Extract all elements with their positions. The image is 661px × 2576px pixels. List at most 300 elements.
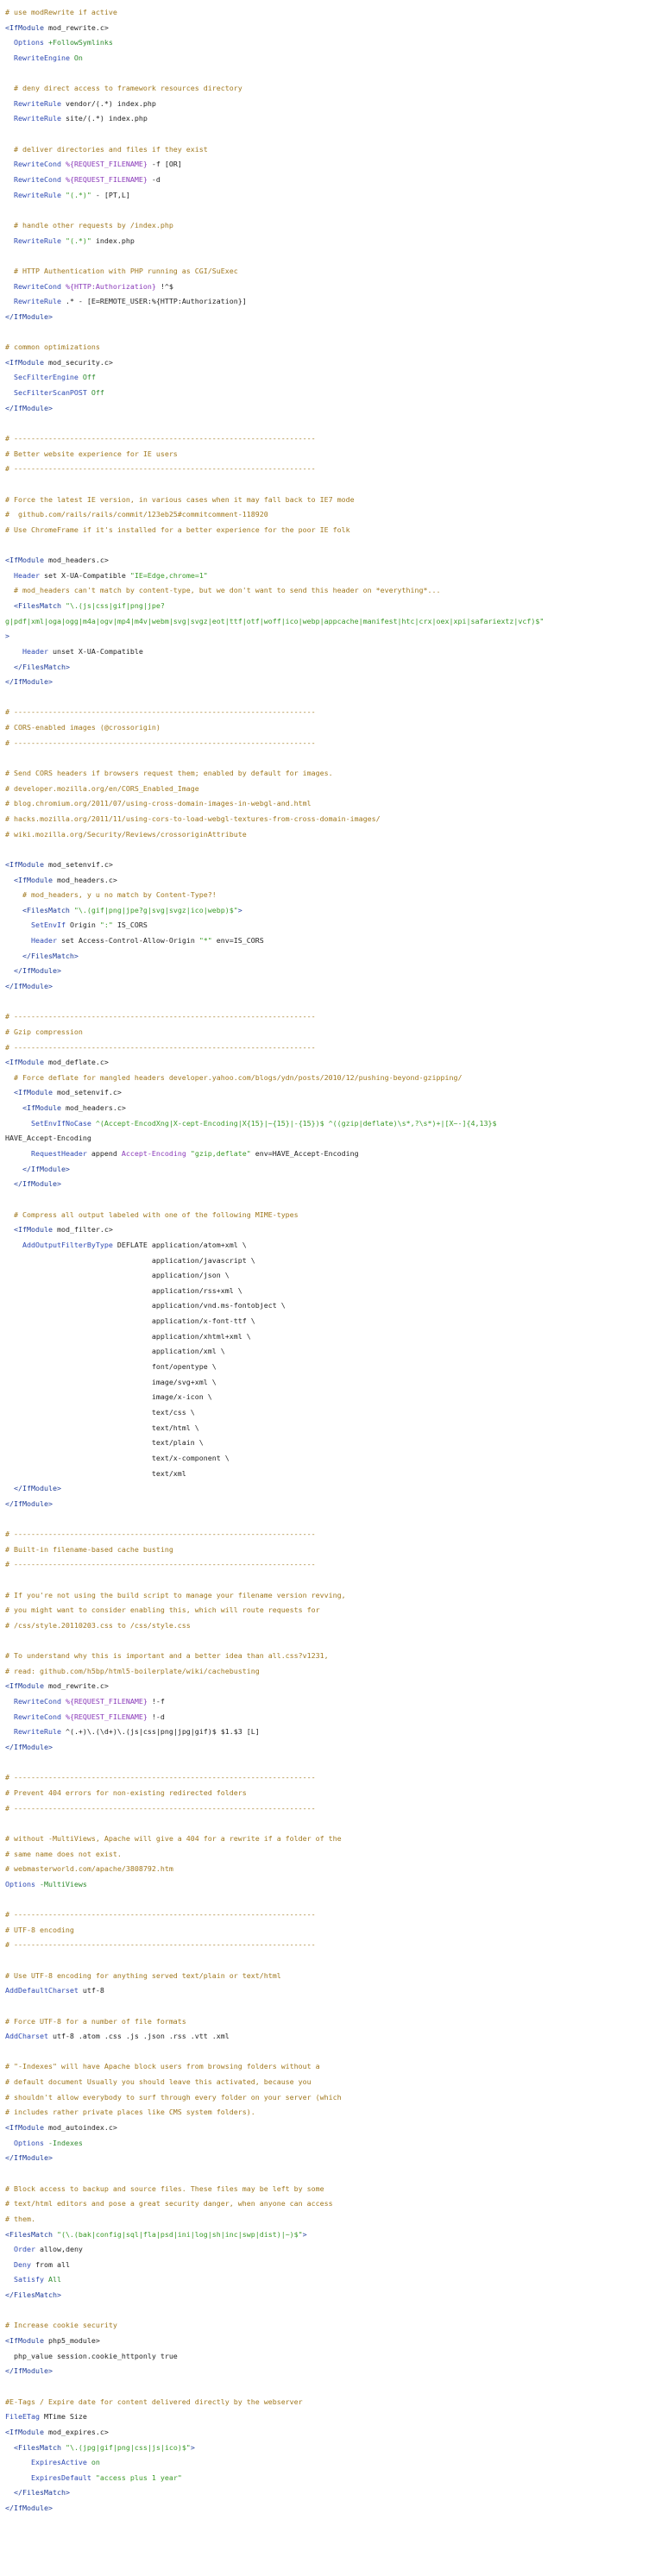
code-token-plain (5, 601, 14, 610)
code-line (5, 401, 661, 417)
code-line (5, 127, 661, 142)
code-token-plain (5, 2458, 31, 2466)
code-token-plain: mod_filter.c> (52, 1225, 113, 1235)
code-line (5, 569, 661, 584)
code-line (5, 1983, 661, 1999)
code-token-tag: > (302, 2229, 307, 2239)
code-line (5, 493, 661, 508)
code-line (5, 2303, 661, 2319)
code-token-plain: application/rss+xml \ (5, 1285, 242, 1295)
code-line (5, 1055, 661, 1071)
code-line (5, 2395, 661, 2410)
code-token-plain: index.php (91, 236, 135, 245)
code-token-plain: append (86, 1149, 122, 1159)
code-token-tag: </IfModule> (5, 311, 53, 321)
code-line (5, 644, 661, 660)
code-line (5, 1421, 661, 1436)
code-token-tag: </FilesMatch> (5, 2290, 61, 2300)
code-token-keyword: Deny (14, 2259, 31, 2269)
code-token-tag: <IfModule (5, 2427, 44, 2436)
code-token-var: %{REQUEST_FILENAME} (60, 175, 148, 185)
code-token-plain: -d (147, 175, 161, 185)
code-token-comment: # handle other requests by /index.php (5, 220, 173, 229)
code-line (5, 1253, 661, 1269)
code-token-tag: <FilesMatch (14, 600, 61, 610)
code-line (5, 995, 661, 1010)
code-line (5, 1923, 661, 1938)
code-token-comment: # read: github.com/h5bp/html5-boilerplate/wiki/cachebusting (5, 1666, 260, 1675)
code-token-comment: # ---------------------------------------------------------------------- (5, 1910, 316, 1919)
code-token-plain: text/x-component \ (5, 1453, 230, 1462)
code-token-comment: # mod_headers can't match by content-type, but we don't want to send this header on *everything*... (5, 586, 441, 595)
code-token-plain: text/xml (5, 1468, 186, 1478)
code-token-comment: # ---------------------------------------------------------------------- (5, 464, 316, 474)
code-line (5, 599, 661, 614)
code-token-value: on (86, 2458, 100, 2467)
code-token-plain (5, 2443, 14, 2452)
code-token-string: "(\.(bak|config|sql|fla|psd|ini|log|sh|inc|swp|dist)|~)$" (52, 2229, 303, 2239)
code-token-comment: # Increase cookie security (5, 2321, 117, 2330)
code-token-plain: mod_rewrite.c> (43, 1681, 109, 1691)
code-line (5, 796, 661, 812)
code-line (5, 2410, 661, 2425)
code-line (5, 1694, 661, 1710)
code-token-comment: # without -MultiViews, Apache will give a 404 for a rewrite if a folder of the (5, 1833, 342, 1843)
code-token-plain: application/x-font-ttf \ (5, 1316, 255, 1326)
code-token-plain: php5_module> (43, 2336, 100, 2346)
code-token-plain (5, 1179, 14, 1188)
code-token-comment: # hacks.mozilla.org/2011/11/using-cors-to-load-webgl-textures-from-cross-domain-images/ (5, 814, 381, 823)
code-token-comment: # wiki.mozilla.org/Security/Reviews/crossoriginAttribute (5, 829, 247, 839)
code-line (5, 2196, 661, 2212)
code-token-plain: Origin (65, 920, 100, 930)
code-line (5, 1085, 661, 1101)
code-token-plain (5, 906, 22, 914)
code-line (5, 1542, 661, 1558)
code-token-plain: mod_setenvif.c> (43, 859, 113, 869)
code-token-tag: </IfModule> (5, 677, 53, 687)
code-token-tag: > (5, 631, 9, 641)
code-token-comment: # ---------------------------------------------------------------------- (5, 738, 316, 747)
code-line (5, 1101, 661, 1116)
code-token-string: "gzip,deflate" (186, 1149, 251, 1159)
code-token-plain: !^$ (155, 281, 173, 291)
code-token-plain (5, 1697, 14, 1706)
code-token-plain: font/opentype \ (5, 1362, 217, 1372)
code-token-comment: # ---------------------------------------------------------------------- (5, 1803, 316, 1813)
code-line (5, 1192, 661, 1208)
code-token-plain (5, 38, 14, 47)
code-token-plain (5, 663, 14, 671)
code-line (5, 873, 661, 889)
code-token-var: %{REQUEST_FILENAME} (60, 1697, 148, 1706)
code-line (5, 1451, 661, 1467)
code-token-keyword: Header (22, 646, 48, 656)
code-line (5, 888, 661, 903)
code-token-keyword: RewriteCond (14, 1697, 61, 1706)
code-line (5, 1892, 661, 1907)
code-line (5, 812, 661, 827)
code-line (5, 1877, 661, 1893)
code-token-comment: # Better website experience for IE users (5, 449, 178, 458)
code-token-plain (5, 1165, 22, 1173)
code-line (5, 294, 661, 310)
code-line (5, 2288, 661, 2303)
code-line (5, 1071, 661, 1086)
code-token-tag: <IfModule (14, 875, 53, 884)
code-token-comment: # Force the latest IE version, in various cases when it may fall back to IE7 mode (5, 494, 355, 504)
code-token-plain: image/svg+xml \ (5, 1377, 217, 1386)
code-token-tag: </IfModule> (5, 1743, 53, 1752)
code-line (5, 462, 661, 477)
code-token-plain: php_value session.cookie_httponly true (5, 2351, 178, 2360)
code-token-tag: </IfModule> (14, 1484, 61, 1493)
code-line (5, 2166, 661, 2182)
code-line (5, 2029, 661, 2045)
code-token-comment: # common optimizations (5, 342, 100, 352)
code-line (5, 2379, 661, 2395)
code-token-var: %{REQUEST_FILENAME} (60, 1712, 148, 1721)
code-line (5, 1284, 661, 1299)
code-token-plain: HAVE_Accept-Encoding (5, 1134, 91, 1143)
code-line (5, 310, 661, 325)
code-token-value: -Indexes (43, 2138, 83, 2147)
code-line (5, 2272, 661, 2288)
code-token-plain: site/(.*) index.php (60, 114, 148, 123)
code-line (5, 1770, 661, 1786)
code-token-plain: mod_setenvif.c> (52, 1088, 122, 1097)
code-line (5, 2090, 661, 2106)
code-token-plain (5, 236, 14, 245)
code-line (5, 2471, 661, 2486)
code-token-plain (5, 1484, 14, 1492)
code-token-plain (5, 2473, 31, 2482)
code-token-keyword: Header (30, 936, 57, 946)
code-token-plain (5, 2245, 14, 2253)
code-line (5, 1557, 661, 1573)
code-line (5, 1511, 661, 1527)
code-token-keyword: SecFilterScanPOST (14, 388, 87, 398)
code-token-plain: env=IS_CORS (211, 936, 264, 946)
code-line (5, 933, 661, 949)
code-token-plain (5, 297, 14, 305)
code-line (5, 2136, 661, 2152)
code-line (5, 51, 661, 66)
code-line (5, 1786, 661, 1801)
code-line (5, 1208, 661, 1223)
code-token-plain: MTime Size (39, 2412, 87, 2422)
code-token-plain (5, 1149, 31, 1158)
code-token-comment: # them. (5, 2214, 35, 2223)
code-token-string: "*" (198, 936, 212, 946)
code-token-comment: # webmasterworld.com/apache/3808792.htm (5, 1864, 173, 1874)
code-token-plain: IS_CORS (112, 920, 148, 930)
code-line (5, 1816, 661, 1831)
code-line (5, 903, 661, 919)
code-token-plain (5, 952, 22, 960)
code-line (5, 447, 661, 462)
code-token-plain: -f [OR] (147, 160, 182, 169)
code-token-string: "\.(gif|png|jpe?g|svg|svgz|ico|webp)$" (69, 905, 238, 914)
code-token-plain: mod_security.c> (43, 357, 113, 367)
code-token-tag: <IfModule (5, 556, 44, 565)
code-token-tag: <IfModule (5, 1058, 44, 1067)
code-token-comment: # text/html editors and pose a great security danger, when anyone can access (5, 2199, 333, 2208)
code-line (5, 1603, 661, 1618)
code-token-tag: </IfModule> (5, 403, 53, 412)
code-token-comment: # Block access to backup and source files. These files may be left by some (5, 2183, 324, 2193)
code-token-var: %{REQUEST_FILENAME} (60, 160, 148, 169)
code-token-plain: mod_autoindex.c> (43, 2123, 117, 2133)
code-line (5, 1831, 661, 1847)
code-token-plain: mod_headers.c> (60, 1103, 126, 1113)
code-token-tag: </IfModule> (5, 1498, 53, 1508)
code-token-comment: #E-Tags / Expire date for content delivered directly by the webserver (5, 2397, 303, 2406)
code-line (5, 2059, 661, 2075)
code-line (5, 2212, 661, 2227)
code-token-plain: utf-8 .atom .css .js .json .rss .vtt .xml (47, 2032, 230, 2041)
code-token-value: Off (86, 388, 104, 398)
code-line (5, 1999, 661, 2014)
code-token-var: %{HTTP:Authorization} (60, 281, 156, 291)
code-line (5, 1862, 661, 1877)
code-token-plain: .* - [E=REMOTE_USER:%{HTTP:Authorization}] (60, 297, 247, 306)
code-token-plain (5, 876, 14, 884)
code-token-keyword: Options (14, 2138, 44, 2147)
code-token-tag: </IfModule> (14, 966, 61, 976)
code-token-tag: <IfModule (14, 1088, 53, 1097)
code-line (5, 1664, 661, 1680)
code-token-comment: # UTF-8 encoding (5, 1925, 74, 1934)
code-line (5, 1481, 661, 1497)
code-token-plain (5, 1088, 14, 1096)
code-token-keyword: SetEnvIfNoCase (30, 1118, 91, 1128)
code-line (5, 1467, 661, 1482)
code-line (5, 1314, 661, 1329)
code-line (5, 1497, 661, 1512)
code-line (5, 523, 661, 538)
code-line (5, 629, 661, 644)
code-token-tag: <FilesMatch (14, 2442, 61, 2452)
code-line (5, 111, 661, 127)
code-line (5, 370, 661, 386)
code-token-plain (5, 2275, 14, 2284)
code-token-tag: <IfModule (5, 1681, 44, 1691)
code-token-keyword: RewriteRule (14, 1727, 61, 1737)
code-token-string: "\.(jpg|gif|png|css|js|ico)$" (60, 2442, 191, 2452)
code-line (5, 218, 661, 234)
code-token-plain: vendor/(.*) index.php (60, 98, 156, 108)
code-token-comment: # Force deflate for mangled headers developer.yahoo.com/blogs/ydn/posts/2010/12/pushing-beyond-gzipping/ (5, 1072, 463, 1082)
code-token-plain: mod_rewrite.c> (43, 22, 109, 32)
code-token-value: On (69, 53, 83, 62)
code-token-plain: set X-UA-Compatible (39, 570, 130, 580)
code-token-plain: !-d (147, 1712, 165, 1721)
code-line (5, 1740, 661, 1756)
code-token-plain: application/javascript \ (5, 1255, 255, 1265)
code-token-keyword: RequestHeader (30, 1149, 87, 1159)
code-line (5, 1238, 661, 1253)
code-line (5, 690, 661, 706)
code-token-comment: # Gzip compression (5, 1027, 83, 1036)
code-token-string: ^(Accept-EncodXng|X-cept-Encoding|X{15}|~{15}|-{15})$ (91, 1118, 324, 1128)
code-token-plain (5, 966, 14, 975)
code-line (5, 1634, 661, 1649)
code-token-keyword: RewriteCond (14, 175, 61, 185)
code-line (5, 918, 661, 933)
code-token-comment: # /css/style.20110203.css to /css/style.css (5, 1620, 191, 1630)
code-token-plain: application/json \ (5, 1271, 230, 1280)
code-line (5, 2227, 661, 2243)
code-line (5, 203, 661, 218)
code-token-plain (5, 1103, 22, 1112)
code-line (5, 2425, 661, 2441)
code-line (5, 583, 661, 599)
code-line (5, 2258, 661, 2273)
code-token-tag: <IfModule (5, 2123, 44, 2133)
code-line (5, 949, 661, 964)
code-token-plain (5, 388, 14, 397)
code-line (5, 964, 661, 979)
code-line (5, 842, 661, 858)
code-token-tag: </IfModule> (22, 1164, 70, 1173)
code-token-string: "IE=Edge,chrome=1" (129, 570, 208, 580)
code-token-value: +FollowSymlinks (43, 38, 113, 47)
code-token-plain: mod_headers.c> (52, 875, 117, 884)
code-token-comment: # deny direct access to framework resources directory (5, 84, 242, 93)
code-token-plain (5, 99, 14, 108)
code-token-plain (5, 2488, 14, 2497)
code-token-plain (5, 53, 14, 62)
code-token-plain (5, 175, 14, 184)
code-line (5, 5, 661, 21)
code-token-plain (5, 571, 14, 580)
code-line (5, 1009, 661, 1025)
code-token-keyword: RewriteRule (14, 297, 61, 306)
code-token-comment: # "-Indexes" will have Apache block users from browsing folders without a (5, 2062, 320, 2071)
code-token-plain (5, 191, 14, 199)
code-token-comment: # shouldn't allow everybody to surf through every folder on your server (which (5, 2092, 342, 2102)
code-token-comment: # ---------------------------------------------------------------------- (5, 1012, 316, 1021)
code-line (5, 386, 661, 401)
code-token-tag: <IfModule (5, 22, 44, 32)
code-line (5, 188, 661, 204)
code-token-tag: <IfModule (5, 357, 44, 367)
code-line (5, 35, 661, 51)
code-line (5, 858, 661, 873)
code-line (5, 1938, 661, 1953)
code-line (5, 1177, 661, 1192)
code-line (5, 2182, 661, 2197)
code-token-plain: mod_headers.c> (43, 556, 109, 565)
code-line (5, 782, 661, 797)
code-line (5, 2242, 661, 2258)
code-token-plain (5, 920, 31, 929)
code-token-comment: # mod_headers, y u no match by Content-Type?! (5, 890, 217, 900)
code-token-plain: application/xml \ (5, 1347, 225, 1356)
code-line (5, 2318, 661, 2334)
code-token-plain: text/html \ (5, 1423, 199, 1432)
code-line (5, 1618, 661, 1634)
code-token-plain: utf-8 (78, 1986, 104, 1995)
code-line (5, 431, 661, 447)
code-line (5, 537, 661, 553)
code-token-plain (5, 160, 14, 168)
code-token-keyword: RewriteRule (14, 190, 61, 199)
code-token-comment: # includes rather private places like CMS system folders). (5, 2108, 255, 2117)
code-line (5, 1025, 661, 1040)
code-token-plain: allow,deny (35, 2245, 83, 2254)
code-line (5, 416, 661, 431)
code-line (5, 264, 661, 280)
code-token-plain (5, 373, 14, 381)
code-line (5, 736, 661, 751)
code-token-plain: application/xhtml+xml \ (5, 1331, 251, 1341)
code-token-plain: - [PT,L] (91, 190, 130, 199)
code-token-plain (5, 1241, 22, 1249)
code-token-keyword: AddDefaultCharset (5, 1986, 79, 1995)
code-line (5, 2441, 661, 2456)
code-line (5, 1131, 661, 1147)
code-token-plain (5, 936, 31, 945)
code-line (5, 66, 661, 82)
code-line (5, 81, 661, 97)
code-token-plain: ^(.+)\.(\d+)\.(js|css|png|jpg|gif)$ $1.$3 [L] (60, 1727, 260, 1737)
code-token-plain (5, 1712, 14, 1721)
code-line (5, 21, 661, 36)
code-token-keyword: RewriteEngine (14, 53, 70, 62)
code-token-comment: # blog.chromium.org/2011/07/using-cross-domain-images-in-webgl-and.html (5, 799, 312, 808)
code-line (5, 248, 661, 264)
code-token-tag: <IfModule (5, 859, 44, 869)
code-line (5, 2364, 661, 2379)
code-token-comment: # CORS-enabled images (@crossorigin) (5, 723, 161, 732)
code-line (5, 1375, 661, 1391)
code-token-plain: !-f (147, 1697, 165, 1706)
code-line (5, 1405, 661, 1421)
code-line (5, 97, 661, 112)
code-token-plain: image/x-icon \ (5, 1392, 212, 1402)
code-token-tag: </IfModule> (5, 2153, 53, 2163)
code-token-comment: # ---------------------------------------------------------------------- (5, 1560, 316, 1569)
code-line (5, 1268, 661, 1284)
code-token-value: Off (78, 373, 96, 382)
code-token-keyword: SecFilterEngine (14, 373, 79, 382)
code-line (5, 1040, 661, 1056)
code-line (5, 751, 661, 766)
code-line (5, 2485, 661, 2501)
code-token-comment: # Built-in filename-based cache busting (5, 1544, 173, 1554)
code-line (5, 280, 661, 295)
code-line (5, 2105, 661, 2120)
code-line (5, 2120, 661, 2136)
code-token-plain: set Access-Control-Allow-Origin (56, 936, 199, 946)
code-token-plain (5, 647, 22, 656)
code-token-tag: <IfModule (14, 1225, 53, 1235)
code-line (5, 355, 661, 371)
code-token-tag: > (190, 2442, 195, 2452)
code-line (5, 705, 661, 720)
code-token-keyword: AddCharset (5, 2032, 48, 2041)
code-line (5, 1527, 661, 1542)
code-line (5, 1116, 661, 1132)
code-token-plain (5, 1119, 31, 1128)
code-token-plain: text/plain \ (5, 1438, 204, 1448)
code-line (5, 157, 661, 173)
code-token-plain: application/vnd.ms-fontobject \ (5, 1301, 286, 1310)
code-token-string: ^((gzip|deflate)\s*,?\s*)+|[X~-]{4,13}$ (324, 1118, 497, 1128)
code-token-comment: # deliver directories and files if they exist (5, 144, 208, 154)
